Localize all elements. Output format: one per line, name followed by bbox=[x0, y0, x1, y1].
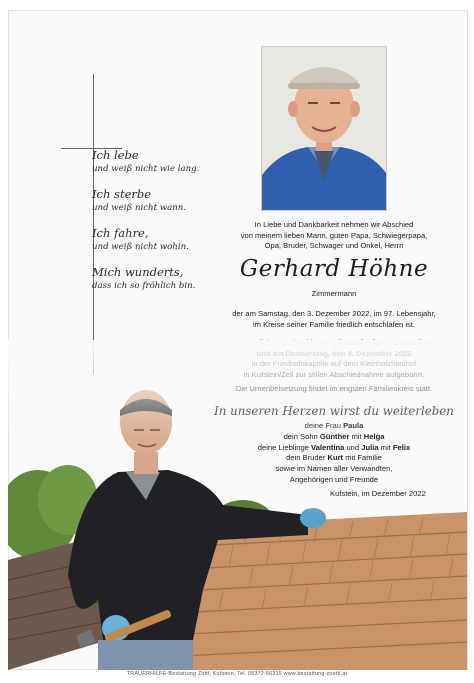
poem-stanza bbox=[92, 148, 222, 176]
poem-line: Ich lebe bbox=[92, 148, 139, 162]
death-line: im Kreise seiner Familie friedlich entschlafen ist. bbox=[252, 319, 416, 329]
death-notice bbox=[196, 309, 472, 330]
poem-line: dass ich so fröhlich bin. bbox=[92, 281, 196, 291]
portrait-illustration bbox=[262, 47, 386, 210]
intro-line: In Liebe und Dankbarkeit nehmen wir Abschied bbox=[254, 220, 414, 229]
poem-line: Mich wunderts, bbox=[92, 265, 184, 279]
poem-stanza bbox=[92, 187, 222, 215]
poem-line: und weiß nicht wohin. bbox=[92, 242, 189, 252]
poem-line: und weiß nicht wann. bbox=[92, 203, 187, 213]
death-line: der am Samstag, den 3. Dezember 2022, im 97. Lebensjahr, bbox=[232, 309, 436, 318]
roof-scene-illustration bbox=[8, 340, 467, 670]
poem-line: Ich fahre, bbox=[92, 226, 149, 240]
roof-photo bbox=[8, 340, 467, 670]
intro-line: von meinem lieben Mann, guten Papa, Schwiegerpapa, bbox=[240, 230, 428, 240]
intro-line: Opa, Bruder, Schwager und Onkel, Herrn bbox=[264, 241, 404, 250]
profession: Zimmermann bbox=[311, 289, 357, 298]
poem-line: Ich sterbe bbox=[92, 187, 152, 201]
intro-text bbox=[196, 220, 472, 252]
portrait-photo bbox=[261, 46, 387, 211]
deceased-name: Gerhard Höhne bbox=[239, 256, 429, 282]
footer-imprint: TRAUERHILFE-Bestattung Zöttl, Kufstein, Tel. 05372-66315 www.bestattung-zoettl.at bbox=[126, 671, 348, 677]
poem-line: und weiß nicht wie lang. bbox=[92, 164, 200, 174]
